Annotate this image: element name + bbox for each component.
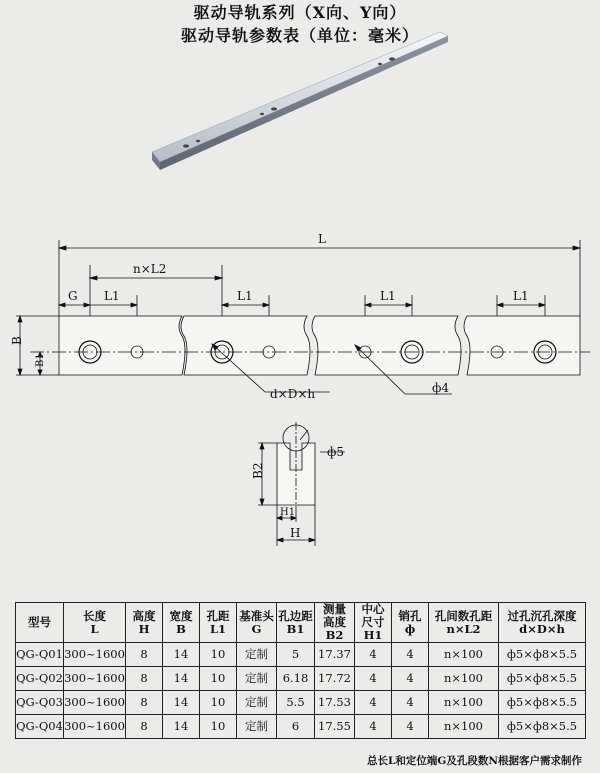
table-cell: 14	[163, 667, 200, 691]
header-line: B2	[325, 628, 344, 642]
header-line: 测量	[323, 602, 346, 616]
table-header-cell	[277, 603, 315, 643]
dim-H: H	[290, 526, 301, 540]
dim-B1: B1	[35, 353, 46, 367]
table-header-cell	[163, 603, 200, 643]
header-line: 型号	[28, 615, 51, 629]
table-title: 驱动导轨参数表（单位：毫米）	[180, 26, 419, 45]
table-cell: n×100	[429, 643, 499, 667]
header-line: H	[138, 621, 150, 636]
header-line: G	[251, 621, 262, 636]
table-cell: 17.72	[315, 667, 355, 691]
table-header-cell	[429, 603, 499, 643]
spec-table	[15, 602, 586, 739]
table-cell: 5	[277, 643, 315, 667]
table-cell: 5.5	[277, 691, 315, 715]
table-cell: 4	[392, 667, 429, 691]
table-cell: 17.53	[315, 691, 355, 715]
table-cell: 17.37	[315, 643, 355, 667]
table-cell: 300~1600	[64, 691, 126, 715]
header-line: 中心	[361, 602, 385, 616]
table-cell: 17.55	[315, 715, 355, 739]
header-line: d×D×h	[519, 621, 565, 636]
table-cell: 6.18	[277, 667, 315, 691]
header-line: 孔距	[206, 608, 230, 623]
table-row	[16, 691, 586, 715]
header-line: n×L2	[446, 621, 481, 636]
table-cell: 6	[277, 715, 315, 739]
table-header-cell	[16, 603, 64, 643]
table-header-cell	[392, 603, 429, 643]
table-cell: ф5×ф8×5.5	[499, 643, 586, 667]
table-cell: 4	[392, 643, 429, 667]
table-header-cell	[315, 603, 355, 643]
table-cell: ф5×ф8×5.5	[499, 715, 586, 739]
table-cell: n×100	[429, 691, 499, 715]
dim-L1-3: L1	[380, 289, 396, 303]
table-cell: 14	[163, 691, 200, 715]
table-cell: 4	[355, 715, 392, 739]
header-line: 尺寸	[361, 615, 385, 629]
dim-phi4: ф4	[432, 381, 450, 395]
header-line: L	[90, 621, 99, 636]
table-cell: 14	[163, 715, 200, 739]
header-line: 孔边距	[278, 608, 313, 623]
table-header-row	[16, 603, 586, 643]
table-cell: QG-Q03	[16, 691, 64, 715]
table-cell: QG-Q04	[16, 715, 64, 739]
dim-L: L	[318, 232, 326, 246]
table-row	[16, 715, 586, 739]
header-line: 高度	[132, 608, 156, 623]
dim-L1-2: L1	[237, 289, 253, 303]
table-cell: 定制	[237, 691, 277, 715]
footnote: 总长L和定位端G及孔段数N根据客户需求制作	[367, 755, 582, 767]
table-cell: 4	[355, 643, 392, 667]
table-cell: QG-Q01	[16, 643, 64, 667]
dim-nL2: n×L2	[133, 262, 167, 276]
table-cell: ф5×ф8×5.5	[499, 667, 586, 691]
table-cell: 8	[126, 667, 163, 691]
table-header-cell	[64, 603, 126, 643]
dim-L1-4: L1	[513, 289, 529, 303]
table-cell: 8	[126, 643, 163, 667]
header-line: ф	[404, 621, 416, 636]
header-line: L1	[209, 621, 227, 636]
drawing-title: 驱动导轨系列（X向、Y向）	[193, 3, 407, 22]
header-line: B	[176, 621, 186, 636]
table-cell: 8	[126, 691, 163, 715]
table-cell: 4	[392, 691, 429, 715]
table-header-cell	[200, 603, 237, 643]
header-line: B1	[286, 621, 305, 636]
header-line: 销孔	[398, 608, 422, 623]
table-cell: 8	[126, 715, 163, 739]
table-cell: 定制	[237, 643, 277, 667]
table-row	[16, 667, 586, 691]
table-cell: 10	[200, 715, 237, 739]
table-header-cell	[126, 603, 163, 643]
table-cell: 14	[163, 643, 200, 667]
header-line: 高度	[323, 615, 346, 629]
table-header-cell	[237, 603, 277, 643]
header-line: 孔间数孔距	[434, 608, 493, 623]
table-cell: 10	[200, 667, 237, 691]
dim-H1: H1	[280, 507, 296, 518]
header-line: 基准头	[239, 608, 274, 623]
table-cell: 300~1600	[64, 643, 126, 667]
dim-G: G	[68, 289, 78, 303]
table-header-cell	[355, 603, 392, 643]
table-cell: 10	[200, 691, 237, 715]
header-line: 长度	[83, 608, 106, 623]
header-line: H1	[363, 628, 383, 642]
table-cell: 300~1600	[64, 715, 126, 739]
dim-L1-1: L1	[104, 289, 120, 303]
table-cell: 4	[355, 691, 392, 715]
dim-B: B	[10, 336, 24, 345]
table-cell: n×100	[429, 667, 499, 691]
header-line: 宽度	[169, 608, 193, 623]
dim-phi5: ф5	[327, 445, 345, 459]
table-cell: QG-Q02	[16, 667, 64, 691]
dim-dDh: d×D×h	[270, 387, 316, 401]
dim-B2: B2	[251, 462, 265, 479]
table-cell: 4	[392, 715, 429, 739]
table-cell: 定制	[237, 715, 277, 739]
table-cell: n×100	[429, 715, 499, 739]
table-row	[16, 643, 586, 667]
table-cell: 300~1600	[64, 667, 126, 691]
header-line: 过孔沉孔深度	[507, 608, 577, 623]
rail-product-image	[140, 20, 460, 180]
table-cell: 定制	[237, 667, 277, 691]
table-cell: 10	[200, 643, 237, 667]
rail-drawing	[0, 225, 600, 560]
table-cell: 4	[355, 667, 392, 691]
table-header-cell	[499, 603, 586, 643]
table-cell: ф5×ф8×5.5	[499, 691, 586, 715]
